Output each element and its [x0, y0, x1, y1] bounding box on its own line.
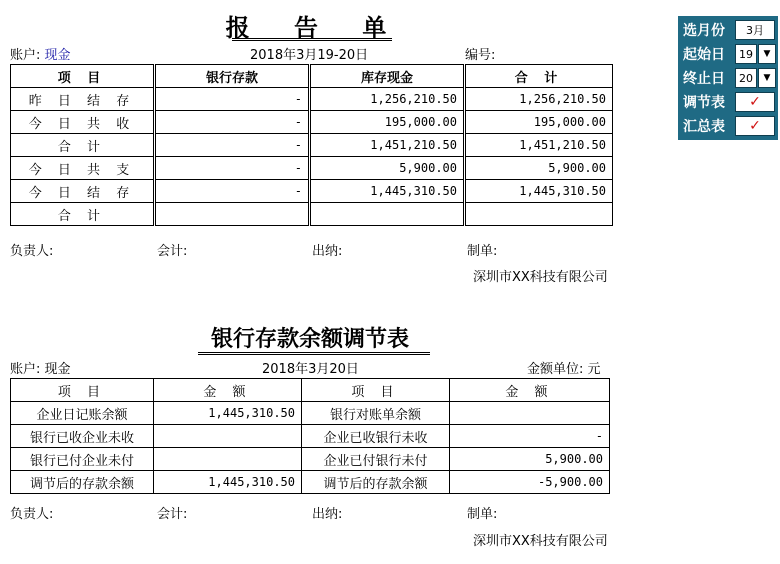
row-item: 昨 日 结 存 — [11, 88, 155, 111]
row-item: 合 计 — [11, 134, 155, 157]
left-amount: 1,445,310.50 — [154, 402, 302, 425]
left-item: 银行已收企业未收 — [11, 425, 154, 448]
report-company: 深圳市XX科技有限公司 — [473, 270, 608, 285]
table-row — [11, 180, 613, 203]
summary-table-label: 汇总表 — [683, 119, 725, 135]
table-row — [11, 402, 610, 425]
row-total: 1,256,210.50 — [465, 88, 613, 111]
start-day-row — [680, 42, 776, 66]
reconcile-title-underline — [198, 352, 430, 355]
reconcile-date: 2018年3月20日 — [262, 362, 359, 377]
header-item: 项 目 — [11, 65, 155, 88]
chevron-down-icon[interactable]: ▼ — [758, 44, 776, 64]
table-row — [11, 448, 610, 471]
row-total: 1,451,210.50 — [465, 134, 613, 157]
row-total: 1,445,310.50 — [465, 180, 613, 203]
left-amount: 1,445,310.50 — [154, 471, 302, 494]
month-row — [680, 18, 776, 42]
row-cash: 1,451,210.50 — [310, 134, 465, 157]
reconcile-account — [10, 358, 71, 377]
report-signer-leader: 负责人: — [10, 244, 54, 259]
report-signer-accountant: 会计: — [157, 244, 188, 259]
row-cash: 1,256,210.50 — [310, 88, 465, 111]
row-bank: - — [155, 88, 310, 111]
table-row — [11, 157, 613, 180]
left-item: 企业日记账余额 — [11, 402, 154, 425]
month-select[interactable]: 3月 — [735, 20, 775, 40]
report-table — [10, 64, 613, 226]
report-number-label: 编号: — [465, 48, 496, 63]
reconcile-signer-accountant: 会计: — [157, 507, 188, 522]
end-day-label: 终止日 — [683, 71, 725, 87]
reconcile-account-value: 现金 — [44, 362, 71, 377]
reconcile-table — [10, 378, 610, 494]
reconcile-unit: 金额单位: 元 — [527, 362, 601, 377]
control-panel — [678, 16, 778, 140]
row-item: 合 计 — [11, 203, 155, 226]
reconcile-account-label: 账户: — [10, 362, 41, 377]
month-label: 选月份 — [683, 23, 725, 39]
right-amount: 5,900.00 — [450, 448, 610, 471]
reconcile-signer-preparer: 制单: — [467, 507, 498, 522]
row-cash: 1,445,310.50 — [310, 180, 465, 203]
table-row — [11, 203, 613, 226]
row-bank — [155, 203, 310, 226]
header-left-amount: 金 额 — [154, 379, 302, 402]
header-left-item: 项 目 — [11, 379, 154, 402]
table-row — [11, 111, 613, 134]
report-signer-cashier: 出纳: — [312, 244, 343, 259]
header-right-item: 项 目 — [302, 379, 450, 402]
left-amount — [154, 425, 302, 448]
header-cash: 库存现金 — [310, 65, 465, 88]
row-item: 今 日 共 收 — [11, 111, 155, 134]
end-day-row — [680, 66, 776, 90]
header-bank: 银行存款 — [155, 65, 310, 88]
reconcile-title: 银行存款余额调节表 — [210, 326, 409, 352]
table-row — [11, 88, 613, 111]
reconcile-signer-leader: 负责人: — [10, 507, 54, 522]
header-total: 合 计 — [465, 65, 613, 88]
right-amount: - — [450, 425, 610, 448]
adjust-table-checkbox[interactable]: ✓ — [735, 92, 775, 112]
left-item: 调节后的存款余额 — [11, 471, 154, 494]
row-total: 5,900.00 — [465, 157, 613, 180]
summary-table-checkbox[interactable]: ✓ — [735, 116, 775, 136]
header-right-amount: 金 额 — [450, 379, 610, 402]
report-account-label: 账户: — [10, 48, 41, 63]
table-row — [11, 471, 610, 494]
report-date: 2018年3月19-20日 — [250, 48, 369, 63]
end-day-select[interactable]: 20 — [735, 68, 757, 88]
report-signer-preparer: 制单: — [467, 244, 498, 259]
right-item: 企业已付银行未付 — [302, 448, 450, 471]
row-bank: - — [155, 180, 310, 203]
right-amount: -5,900.00 — [450, 471, 610, 494]
row-cash: 5,900.00 — [310, 157, 465, 180]
report-title: 报 告 单 — [225, 13, 405, 42]
reconcile-header-row — [11, 379, 610, 402]
reconcile-company: 深圳市XX科技有限公司 — [473, 534, 608, 549]
report-account-value: 现金 — [44, 48, 71, 63]
row-item: 今 日 共 支 — [11, 157, 155, 180]
start-day-label: 起始日 — [683, 47, 725, 63]
row-total — [465, 203, 613, 226]
right-amount — [450, 402, 610, 425]
adjust-table-row — [680, 90, 776, 114]
table-row — [11, 425, 610, 448]
row-total: 195,000.00 — [465, 111, 613, 134]
row-bank: - — [155, 157, 310, 180]
row-cash — [310, 203, 465, 226]
report-account — [10, 44, 71, 63]
reconcile-signer-cashier: 出纳: — [312, 507, 343, 522]
right-item: 调节后的存款余额 — [302, 471, 450, 494]
right-item: 企业已收银行未收 — [302, 425, 450, 448]
table-row — [11, 134, 613, 157]
report-header-row — [11, 65, 613, 88]
row-bank: - — [155, 134, 310, 157]
row-bank: - — [155, 111, 310, 134]
start-day-select[interactable]: 19 — [735, 44, 757, 64]
summary-table-row — [680, 114, 776, 138]
left-amount — [154, 448, 302, 471]
row-cash: 195,000.00 — [310, 111, 465, 134]
chevron-down-icon[interactable]: ▼ — [758, 68, 776, 88]
right-item: 银行对账单余额 — [302, 402, 450, 425]
left-item: 银行已付企业未付 — [11, 448, 154, 471]
report-title-underline — [232, 38, 392, 41]
row-item: 今 日 结 存 — [11, 180, 155, 203]
adjust-table-label: 调节表 — [683, 95, 725, 111]
